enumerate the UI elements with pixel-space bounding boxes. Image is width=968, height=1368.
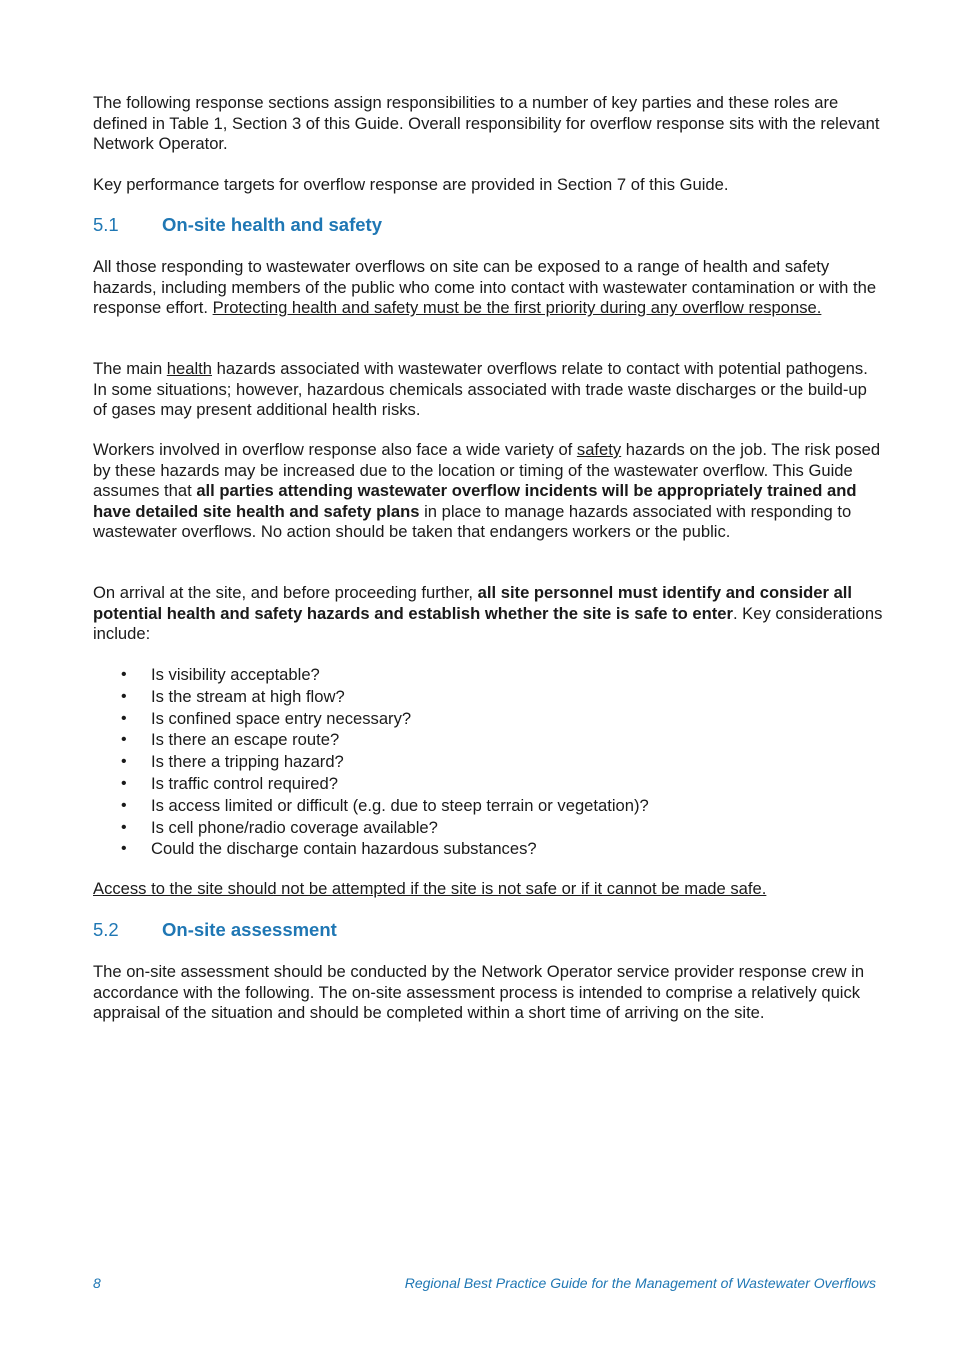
bullet-icon: • bbox=[121, 666, 127, 683]
paragraph-text: . Key considerations include: bbox=[93, 603, 883, 644]
emphasis-safety: safety bbox=[576, 440, 622, 459]
list-item-text: Could the discharge contain hazardous substances? bbox=[151, 839, 537, 859]
section-title: On-site health and safety bbox=[162, 214, 382, 235]
section-heading-5-2 bbox=[93, 919, 337, 941]
paragraph-text: The main bbox=[93, 359, 167, 378]
bullet-icon: • bbox=[121, 687, 127, 705]
bullet-icon: • bbox=[121, 818, 127, 836]
list-item-text: Is there an escape route? bbox=[151, 730, 340, 750]
bullet-icon: • bbox=[121, 731, 127, 749]
paragraph-text: hazards on the job. The risk posed by these hazards may be increased due to the location or timing of the wastewater overflow. This Guide assumes that bbox=[93, 440, 881, 501]
paragraph-text: All those responding to wastewater overflows on site can be exposed to a range of health and safety hazards, including members of the public who come into contact with wastewater contamination or with the response effort. bbox=[93, 257, 877, 318]
list-item bbox=[93, 838, 883, 860]
list-item-text: Is cell phone/radio coverage available? bbox=[151, 817, 438, 837]
list-item-text: Is access limited or difficult (e.g. due to steep terrain or vegetation)? bbox=[151, 795, 649, 815]
bold-requirement: all parties attending wastewater overflow incidents will be appropriately trained and have detailed site health and safety plans bbox=[93, 481, 857, 521]
bullet-icon: • bbox=[121, 709, 127, 727]
paragraph-text: On arrival at the site, and before proceeding further, bbox=[93, 583, 478, 602]
section-number: 5.1 bbox=[93, 214, 119, 235]
emphasis-health: health bbox=[166, 359, 212, 378]
paragraph-text: hazards associated with wastewater overflows relate to contact with potential pathogens. In some situations; however, hazardous chemicals associated with trade waste discharges or the build-up of gases may present additional health risks. bbox=[93, 359, 868, 420]
section-title: On-site assessment bbox=[162, 919, 337, 940]
list-item bbox=[93, 708, 883, 730]
list-item bbox=[93, 773, 883, 795]
bullet-icon: • bbox=[121, 840, 127, 858]
bullet-icon: • bbox=[121, 753, 127, 771]
footer-page-number: 8 bbox=[93, 1275, 101, 1291]
list-item bbox=[93, 729, 883, 751]
health-safety-paragraph-1 bbox=[93, 257, 883, 319]
list-item bbox=[93, 817, 883, 839]
section-number: 5.2 bbox=[93, 919, 119, 940]
priority-statement: Protecting health and safety must be the first priority during any overflow response. bbox=[212, 298, 822, 318]
bullet-icon: • bbox=[121, 774, 127, 792]
bullet-icon: • bbox=[121, 796, 127, 814]
list-item bbox=[93, 795, 883, 817]
list-item-text: Is traffic control required? bbox=[151, 773, 338, 793]
bold-requirement: all site personnel must identify and consider all potential health and safety hazards and establish whether the site is safe to enter bbox=[93, 583, 853, 623]
health-safety-paragraph-3 bbox=[93, 440, 883, 543]
list-item-text: Is there a tripping hazard? bbox=[151, 752, 344, 772]
list-item bbox=[93, 686, 883, 708]
site-access-warning: Access to the site should not be attempted if the site is not safe or if it cannot be made safe. bbox=[93, 879, 767, 898]
list-item-text: Is visibility acceptable? bbox=[151, 665, 320, 684]
footer-document-title: Regional Best Practice Guide for the Management of Wastewater Overflows bbox=[404, 1275, 876, 1291]
list-item-text: Is confined space entry necessary? bbox=[151, 708, 412, 728]
health-safety-paragraph-2 bbox=[93, 359, 883, 421]
intro-paragraph-2: Key performance targets for overflow response are provided in Section 7 of this Guide. bbox=[93, 175, 729, 194]
list-item bbox=[93, 664, 883, 686]
intro-paragraph-1: The following response sections assign responsibilities to a number of key parties and these roles are defined in Table 1, Section 3 of this Guide. Overall responsibility for overflow response sits with the relevant Network Operator. bbox=[93, 93, 880, 154]
health-safety-paragraph-4 bbox=[93, 583, 883, 645]
list-item-text: Is the stream at high flow? bbox=[151, 686, 345, 706]
key-considerations-list bbox=[93, 664, 883, 860]
paragraph-text: Workers involved in overflow response also face a wide variety of bbox=[93, 440, 577, 459]
assessment-paragraph-1: The on-site assessment should be conducted by the Network Operator service provider response crew in accordance with the following. The on-site assessment process is intended to comprise a relatively quick appraisal of the situation and should be completed within a short time of arriving on the site. bbox=[93, 962, 865, 1023]
list-item bbox=[93, 751, 883, 773]
paragraph-text: in place to manage hazards associated with responding to wastewater overflows. No action should be taken that endangers workers or the public. bbox=[93, 501, 852, 542]
section-heading-5-1 bbox=[93, 214, 382, 236]
